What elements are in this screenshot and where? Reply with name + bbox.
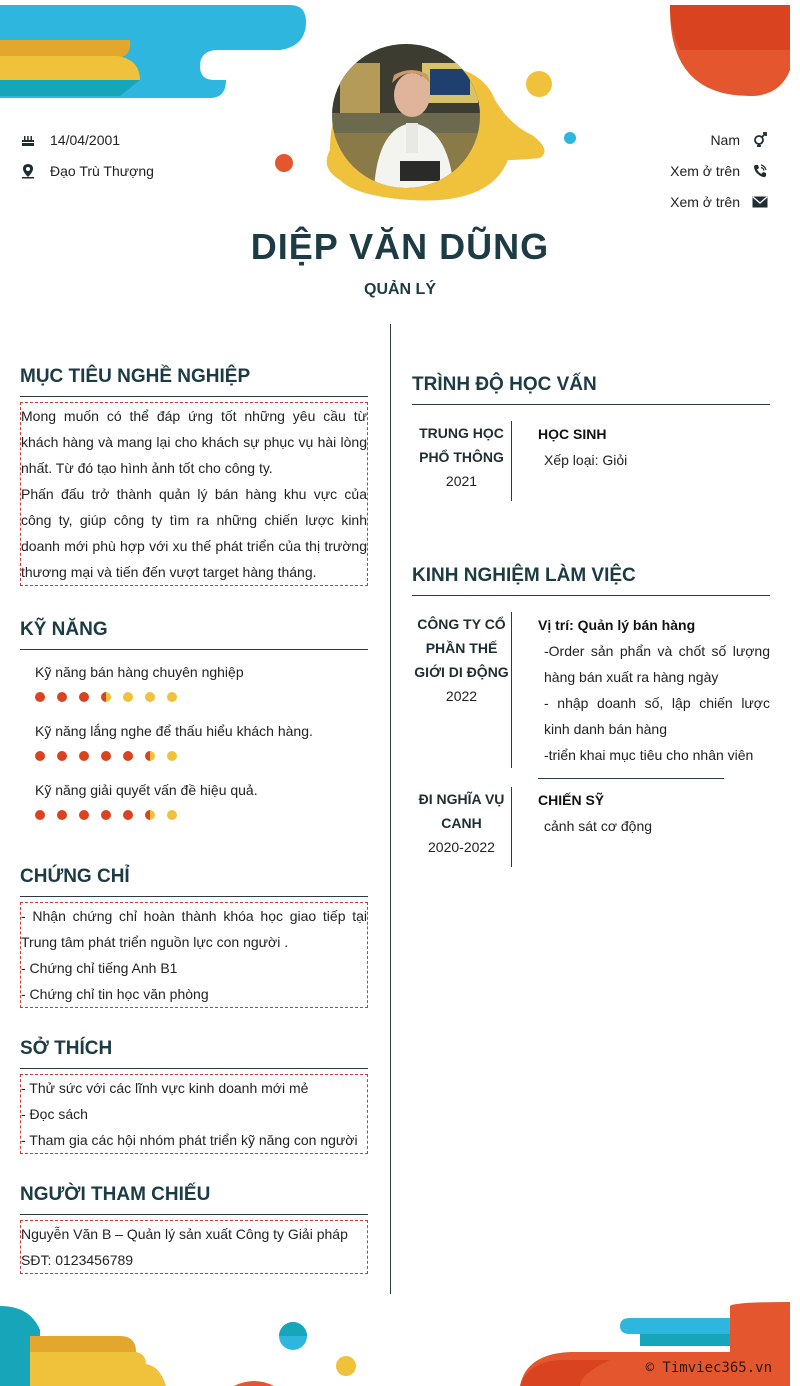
certificates-section: [20, 866, 368, 1008]
references-title: NGƯỜI THAM CHIẾU: [20, 1184, 368, 1215]
references-box: [20, 1220, 368, 1274]
skill-dot: [79, 692, 89, 702]
certificate-line: - Chứng chỉ tin học văn phòng: [21, 986, 209, 1002]
hobby-line: - Thử sức với các lĩnh vực kinh doanh mới mẻ: [21, 1080, 309, 1096]
certificate-line: - Nhận chứng chỉ hoàn thành khóa học giao tiếp tại Trung tâm phát triển nguồn lực con người .: [21, 908, 367, 950]
envelope-icon: [752, 194, 768, 210]
skill-item: [20, 723, 368, 761]
skill-dot: [167, 751, 177, 761]
birthday-row: [20, 124, 154, 155]
hobbies-box: [20, 1074, 368, 1154]
entry-right: [512, 612, 770, 768]
certificate-line: - Chứng chỉ tiếng Anh B1: [21, 960, 178, 976]
skill-dot: [57, 810, 67, 820]
objective-line: Phấn đấu trở thành quản lý bán hàng khu vực của công ty, giúp công ty tìm ra những chiến lược kinh doanh mới phù hợp với xu thế phát triển của thị trường thương mại và tiến đến vượt target hàng tháng.: [21, 486, 367, 580]
skill-dot: [167, 810, 177, 820]
certificates-title: CHỨNG CHỈ: [20, 866, 368, 897]
address-row: [20, 155, 154, 186]
top-right-decoration: [670, 0, 800, 100]
entry-period: 2022: [445, 688, 478, 704]
skill-dot: [145, 810, 155, 820]
skill-dot: [35, 692, 45, 702]
entry-detail: cảnh sát cơ động: [544, 818, 653, 834]
education-title: TRÌNH ĐỘ HỌC VẤN: [412, 374, 770, 405]
email-text: Xem ở trên: [670, 193, 740, 210]
entry-left: [412, 421, 512, 501]
entry-separator: [538, 778, 724, 779]
skill-dot: [35, 751, 45, 761]
skill-dot: [123, 751, 133, 761]
skill-name: Kỹ năng giải quyết vấn đề hiệu quả.: [35, 782, 258, 798]
objective-section: [20, 366, 368, 586]
entry-right: [512, 787, 770, 867]
hobby-line: - Tham gia các hội nhóm phát triển kỹ năng con người: [21, 1132, 358, 1148]
skill-dot: [79, 810, 89, 820]
candidate-role: QUẢN LÝ: [364, 281, 436, 298]
phone-text: Xem ở trên: [670, 162, 740, 179]
objective-line: Mong muốn có thể đáp ứng tốt những yêu cầu từ khách hàng và mang lại cho khách sự phục vụ hài lòng nhất. Từ đó tạo hình ảnh tốt cho công ty.: [21, 408, 367, 476]
entry-position: CHIẾN SỸ: [538, 792, 605, 808]
birthday-text: 14/04/2001: [50, 131, 121, 148]
skills-title: KỸ NĂNG: [20, 619, 368, 650]
address-text: Đạo Trù Thượng: [50, 162, 154, 179]
entry-detail: -triển khai mục tiêu cho nhân viên: [544, 747, 754, 763]
entry-org: TRUNG HỌC PHỔ THÔNG: [419, 425, 504, 465]
skill-dot: [57, 692, 67, 702]
skill-dot: [145, 751, 155, 761]
hobby-line: - Đọc sách: [21, 1106, 88, 1122]
entry-org: CÔNG TY CỔ PHẦN THẾ GIỚI DI ĐỘNG: [414, 616, 509, 680]
experience-entry: [412, 612, 770, 768]
education-section: [412, 374, 770, 501]
objective-title: MỤC TIÊU NGHỀ NGHIỆP: [20, 366, 368, 397]
location-pin-icon: [20, 163, 36, 179]
skill-name: Kỹ năng lắng nghe để thấu hiểu khách hàng.: [35, 723, 313, 739]
entry-position: Vị trí: Quản lý bán hàng: [538, 617, 696, 633]
entry-period: 2021: [445, 473, 478, 489]
experience-title: KINH NGHIỆM LÀM VIỆC: [412, 565, 770, 596]
entry-org: ĐI NGHĨA VỤ CANH: [418, 791, 505, 831]
entry-left: [412, 612, 512, 768]
watermark: © Timviec365.vn: [645, 1360, 772, 1376]
skill-rating: [35, 751, 368, 761]
email-row: [670, 186, 768, 217]
hobbies-title: SỞ THÍCH: [20, 1038, 368, 1069]
phone-row: [670, 155, 768, 186]
skill-rating: [35, 810, 368, 820]
gender-row: [670, 124, 768, 155]
candidate-name: DIỆP VĂN DŨNG: [250, 226, 550, 267]
skill-item: [20, 782, 368, 820]
gender-icon: [752, 132, 768, 148]
entry-detail: -Order sản phẩn và chốt số lượng hàng bán xuất ra hàng ngày: [544, 643, 770, 685]
skill-dot: [79, 751, 89, 761]
skill-name: Kỹ năng bán hàng chuyên nghiệp: [35, 664, 244, 680]
reference-line: SĐT: 0123456789: [21, 1252, 134, 1268]
entry-detail: - nhập doanh số, lập chiến lược kinh danh bán hàng: [544, 695, 770, 737]
entry-position: HỌC SINH: [538, 426, 607, 442]
gender-text: Nam: [710, 131, 740, 148]
hobbies-section: [20, 1038, 368, 1154]
entry-left: [412, 787, 512, 867]
skill-dot: [123, 692, 133, 702]
skill-dot: [167, 692, 177, 702]
skill-item: [20, 664, 368, 702]
avatar-photo: [330, 43, 482, 189]
skill-rating: [35, 692, 368, 702]
column-divider: [390, 324, 391, 1294]
skill-dot: [101, 810, 111, 820]
skill-dot: [35, 810, 45, 820]
entry-period: 2020-2022: [428, 839, 495, 855]
entry-detail: Xếp loại: Giỏi: [544, 452, 628, 468]
experience-section: [412, 565, 770, 867]
cake-icon: [20, 132, 36, 148]
experience-entry: [412, 787, 770, 867]
personal-info-right: [670, 124, 768, 217]
skill-dot: [101, 692, 111, 702]
phone-icon: [752, 163, 768, 179]
skill-dot: [145, 692, 155, 702]
skill-dot: [123, 810, 133, 820]
certificates-box: [20, 902, 368, 1008]
personal-info-left: [20, 124, 154, 186]
education-entry: [412, 421, 770, 501]
reference-line: Nguyễn Văn B – Quản lý sản xuất Công ty Giải pháp: [21, 1226, 348, 1242]
skill-dot: [57, 751, 67, 761]
objective-box: [20, 402, 368, 586]
bottom-left-decoration: [0, 1300, 380, 1386]
entry-right: [512, 421, 770, 501]
skills-section: [20, 619, 368, 820]
skill-dot: [101, 751, 111, 761]
references-section: [20, 1184, 368, 1274]
